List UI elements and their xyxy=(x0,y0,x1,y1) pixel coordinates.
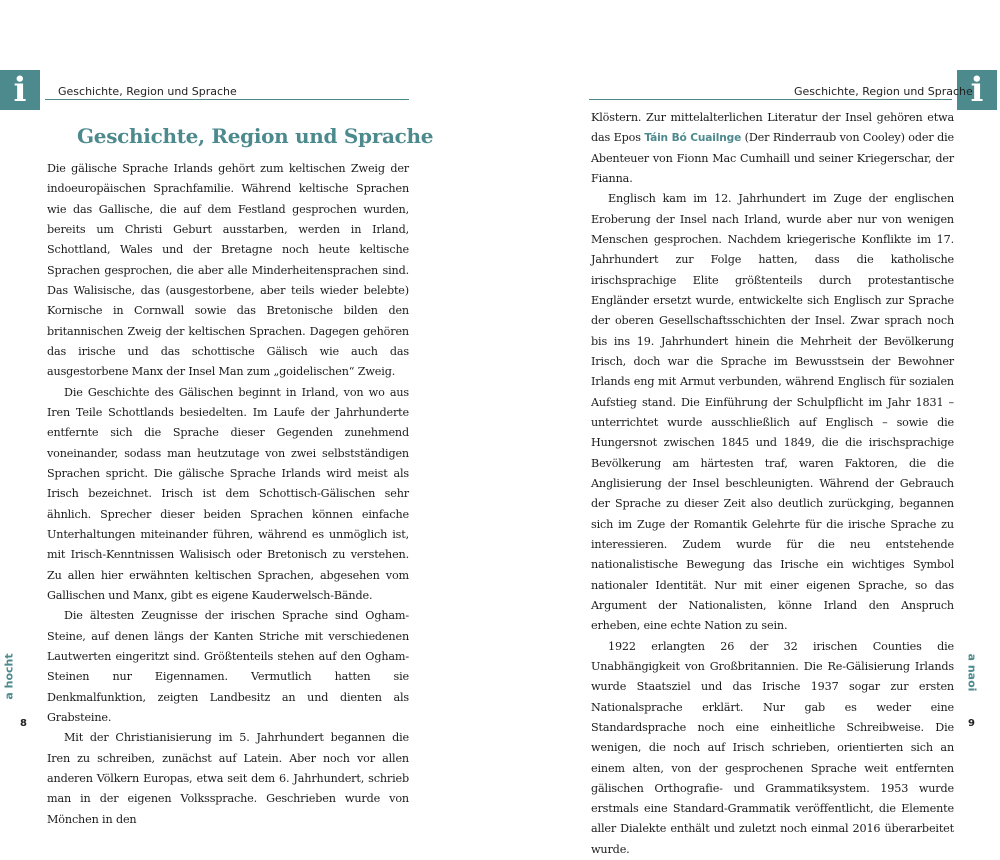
page-number: 9 xyxy=(968,718,975,729)
paragraph: Die gälische Sprache Irlands gehört zum keltischen Zweig der indoeuropäischen Sprachfamilie. Während keltische Sprachen wie das Gallische, die auf dem Festland gesprochen wurden, bereits um Christi Geburt ausstarben, werden in Irland, Schottland, Wales und der Bretagne noch heute keltische Sprachen gesprochen, die aber alle Minderheitensprachen sind. Das Walisische, das (ausgestorbene, aber teils wieder belebte) Kornische in Cornwall sowie das Bretonische bilden den britannischen Zweig der keltischen Sprachen. Dagegen gehören das irische und das schottische Gälisch wie auch das ausgestorbene Manx der Insel Man zum „goidelischen“ Zweig. xyxy=(47,162,409,379)
side-tab-label: a naoi xyxy=(965,653,979,692)
info-icon: i xyxy=(0,70,40,110)
epic-title: Táin Bó Cuailnge xyxy=(644,132,742,145)
body-text xyxy=(591,108,954,860)
paragraph-text: (Der Rinderraub von Cooley) oder die Abenteuer von Fionn Mac Cumhaill und seiner Kriegerschar, der Fianna. xyxy=(591,131,954,185)
chapter-heading: Geschichte, Region und Sprache xyxy=(77,124,434,148)
paragraph xyxy=(591,108,954,189)
paragraph: Mit der Christianisierung im 5. Jahrhundert begannen die Iren zu schreiben, zunächst auf Latein. Aber noch vor allen anderen Völkern Europas, etwa seit dem 6. Jahrhundert, schrieb man in der eigenen Volkssprache. Geschrieben wurde von Mönchen in den xyxy=(47,731,409,826)
paragraph: Die Geschichte des Gälischen beginnt in Irland, von wo aus Iren Teile Schottlands besiedelten. Im Laufe der Jahrhunderte entfernte sich die Sprache dieser Gegenden zunehmend voneinander, sodass man heutzutage von zwei selbstständigen Sprachen spricht. Die gälische Sprache Irlands wird meist als Irisch bezeichnet. Irisch ist dem Schottisch-Gälischen sehr ähnlich. Sprecher dieser beiden Sprachen können einfache Unterhaltungen miteinander führen, während es unmöglich ist, mit Irisch-Kenntnissen Walisisch oder Bretonisch zu verstehen. Zu allen hier erwähnten keltischen Sprachen, abgesehen vom Gallischen und Manx, gibt es eigene Kauderwelsch-Bände. xyxy=(47,385,409,602)
paragraph: Englisch kam im 12. Jahrhundert im Zuge der englischen Eroberung der Insel nach Irland, wurde aber nur von wenigen Menschen gesprochen. Nachdem kriegerische Konflikte im 17. Jahrhundert zur Folge hatten, dass die katholische irischsprachige Elite größtenteils durch protestantische Engländer ersetzt wurde, entwickelte sich Englisch zur Sprache der oberen Gesellschaftsschichten der Insel. Zwar sprach noch bis ins 19. Jahrhundert hinein die Mehrheit der Bevölkerung Irisch, doch war die Sprache im Bewusstsein der Bewohner Irlands eng mit Armut verbunden, während Englisch für sozialen Aufstieg stand. Die Einführung der Schulpflicht im Jahr 1831 – unterrichtet wurde ausschließlich auf Englisch – sowie die Hungersnot zwischen 1845 und 1849, die die irischsprachige Bevölkerung am härtesten traf, waren Faktoren, die die Anglisierung der Insel beschleunigten. Während der Gebrauch der Sprache zu dieser Zeit also deutlich zurückging, begannen sich im Zuge der Romantik Gelehrte für die irische Sprache zu interessieren. Zudem wurde für die neu entstehende nationalistische Bewegung das Irische ein wichtiges Symbol nationaler Identität. Nur mit einer eigenen Sprache, so das Argument der Nationalisten, könne Irland den Anspruch erheben, eine echte Nation zu sein. xyxy=(591,192,954,633)
info-icon: i xyxy=(957,70,997,110)
body-text xyxy=(47,159,409,830)
header-divider xyxy=(589,99,952,100)
running-head: Geschichte, Region und Sprache xyxy=(794,85,973,98)
side-tab-number-word xyxy=(2,640,26,720)
paragraph-text: Klöstern. Zur mittelalterlichen Literatur der Insel gehören etwa das Epos xyxy=(591,111,954,145)
page-number: 8 xyxy=(20,718,27,729)
header-divider xyxy=(45,99,409,100)
paragraph: 1922 erlangten 26 der 32 irischen Counties die Unabhängigkeit von Großbritannien. Die Re-Gälisierung Irlands wurde Staatsziel und das Irische 1937 sogar zur ersten Nationalsprache erklärt. Nur gab es weder eine Standardsprache noch eine einheitliche Schreibweise. Die wenigen, die noch auf Irisch schrieben, orientierten sich an einem alten, von der gesprochenen Sprache weit entfernten gälischen Orthografie- und Grammatiksystem. 1953 wurde erstmals eine Standard-Grammatik veröffentlicht, die Elemente aller Dialekte enthält und zuletzt noch einmal 2016 überarbeitet wurde. xyxy=(591,639,954,856)
side-tab-number-word xyxy=(965,640,979,720)
left-page xyxy=(0,0,500,826)
right-page xyxy=(500,0,1000,856)
side-tab-label: a hocht xyxy=(2,653,16,700)
running-head: Geschichte, Region und Sprache xyxy=(58,85,237,98)
paragraph: Die ältesten Zeugnisse der irischen Sprache sind Ogham-Steine, auf denen längs der Kanten Striche mit verschiedenen Lautwerten eingeritzt sind. Größtenteils stehen auf den Ogham-Steinen nur Eigennamen. Vermutlich hatten sie Denkmalfunktion, zeigten Landbesitz an und dienten als Grabsteine. xyxy=(47,609,409,724)
